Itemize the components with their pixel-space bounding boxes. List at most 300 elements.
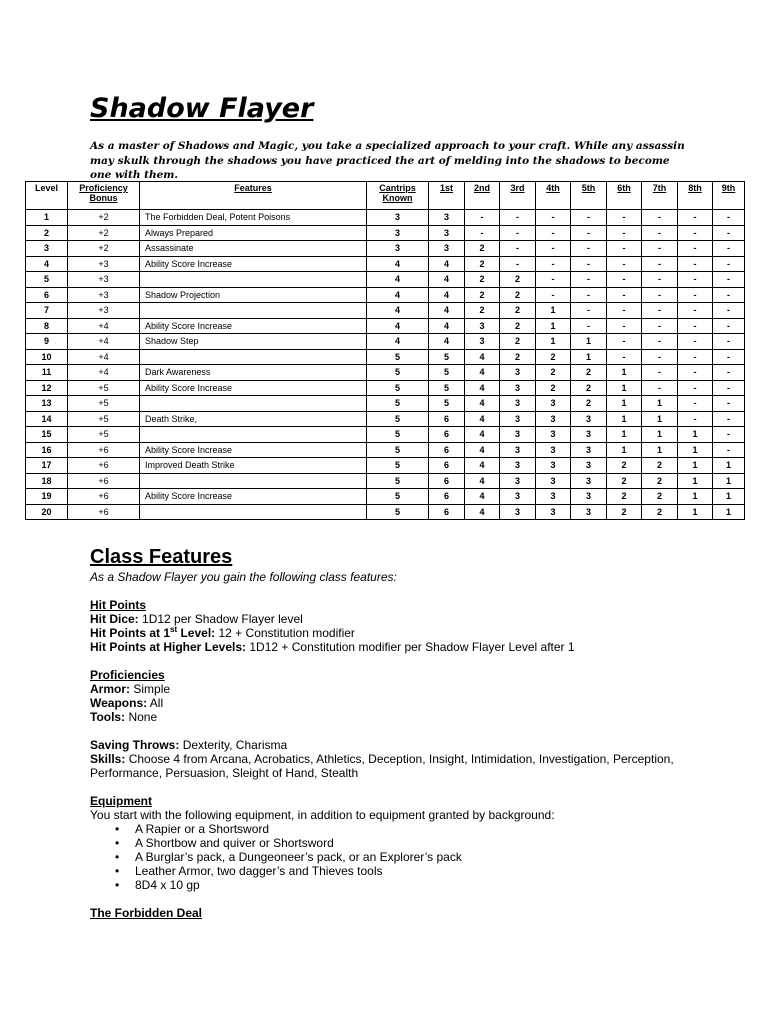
spell-slot-cell: 1: [642, 396, 678, 412]
proficiency-cell: +2: [68, 241, 140, 257]
equipment-heading: Equipment: [90, 794, 152, 808]
spell-slot-cell: 1: [678, 473, 713, 489]
spell-slot-cell: -: [713, 256, 745, 272]
spell-slot-cell: 3: [571, 411, 607, 427]
proficiency-cell: +4: [68, 334, 140, 350]
spell-slot-cell: 4: [465, 380, 500, 396]
cantrips-cell: 5: [367, 365, 429, 381]
header-slot-6th: 6th: [607, 182, 642, 210]
spell-slot-cell: 3: [571, 427, 607, 443]
spell-slot-cell: 1: [678, 458, 713, 474]
level-cell: 1: [26, 210, 68, 226]
spell-slot-cell: 1: [607, 380, 642, 396]
spell-slot-cell: 4: [465, 458, 500, 474]
spell-slot-cell: 2: [607, 458, 642, 474]
spell-slot-cell: 6: [429, 411, 465, 427]
spell-slot-cell: 3: [500, 411, 536, 427]
spell-slot-cell: 4: [429, 287, 465, 303]
spell-slot-cell: -: [465, 210, 500, 226]
spell-slot-cell: 4: [465, 473, 500, 489]
table-row: [26, 442, 745, 458]
header-slot-5th: 5th: [571, 182, 607, 210]
spell-slot-cell: -: [642, 241, 678, 257]
features-cell: Ability Score Increase: [140, 442, 367, 458]
cantrips-cell: 5: [367, 349, 429, 365]
spell-slot-cell: -: [713, 349, 745, 365]
spell-slot-cell: 2: [465, 303, 500, 319]
table-row: [26, 210, 745, 226]
spell-slot-cell: 4: [429, 303, 465, 319]
spell-slot-cell: 3: [429, 210, 465, 226]
header-slot-4th: 4th: [536, 182, 571, 210]
level-cell: 6: [26, 287, 68, 303]
spell-slot-cell: 3: [500, 473, 536, 489]
spell-slot-cell: 3: [500, 365, 536, 381]
spell-slot-cell: -: [713, 396, 745, 412]
tools-line: Tools: None: [90, 710, 158, 724]
spell-slot-cell: 6: [429, 489, 465, 505]
spell-slot-cell: -: [642, 256, 678, 272]
features-cell: Dark Awareness: [140, 365, 367, 381]
spell-slot-cell: 3: [500, 458, 536, 474]
spell-slot-cell: 1: [607, 427, 642, 443]
skills-line: Skills: Choose 4 from Arcana, Acrobatics, Athletics, Deception, Insight, Intimidation, Investigation, Perception, Performance, Persuasion, Sleight of Hand, Stealth: [90, 752, 674, 780]
features-cell: Shadow Step: [140, 334, 367, 350]
spell-slot-cell: -: [678, 318, 713, 334]
spell-slot-cell: 4: [429, 334, 465, 350]
spell-slot-cell: 2: [536, 365, 571, 381]
spell-slot-cell: 4: [429, 318, 465, 334]
spell-slot-cell: 3: [536, 458, 571, 474]
table-row: [26, 380, 745, 396]
spell-slot-cell: 5: [429, 349, 465, 365]
spell-slot-cell: 1: [607, 442, 642, 458]
spell-slot-cell: -: [607, 225, 642, 241]
spell-slot-cell: 1: [678, 442, 713, 458]
header-slot-2nd: 2nd: [465, 182, 500, 210]
spell-slot-cell: 1: [678, 427, 713, 443]
spell-slot-cell: -: [500, 241, 536, 257]
spell-slot-cell: 5: [429, 365, 465, 381]
proficiency-cell: +2: [68, 225, 140, 241]
spell-slot-cell: -: [607, 349, 642, 365]
spell-slot-cell: -: [713, 225, 745, 241]
proficiency-cell: +6: [68, 458, 140, 474]
spell-slot-cell: 1: [607, 411, 642, 427]
spell-slot-cell: 2: [500, 303, 536, 319]
spell-slot-cell: -: [642, 272, 678, 288]
spell-slot-cell: -: [536, 225, 571, 241]
level-cell: 14: [26, 411, 68, 427]
spell-slot-cell: 1: [642, 442, 678, 458]
class-features-heading: Class Features: [90, 546, 233, 568]
proficiency-cell: +4: [68, 365, 140, 381]
spell-slot-cell: -: [642, 365, 678, 381]
spell-slot-cell: 2: [465, 256, 500, 272]
level-cell: 3: [26, 241, 68, 257]
cantrips-cell: 5: [367, 411, 429, 427]
spell-slot-cell: -: [607, 272, 642, 288]
spell-slot-cell: 2: [536, 380, 571, 396]
class-progression-table: [25, 181, 745, 520]
table-row: [26, 318, 745, 334]
spell-slot-cell: -: [500, 256, 536, 272]
equipment-item: • A Shortbow and quiver or Shortsword: [135, 836, 690, 850]
spell-slot-cell: -: [678, 411, 713, 427]
level-cell: 5: [26, 272, 68, 288]
spell-slot-cell: 3: [571, 489, 607, 505]
spell-slot-cell: 2: [465, 241, 500, 257]
spell-slot-cell: -: [571, 287, 607, 303]
level-cell: 2: [26, 225, 68, 241]
cantrips-cell: 3: [367, 241, 429, 257]
page-title: Shadow Flayer: [90, 93, 314, 124]
spell-slot-cell: 1: [571, 334, 607, 350]
hit-dice-line: Hit Dice: 1D12 per Shadow Flayer level: [90, 612, 303, 626]
spell-slot-cell: 2: [500, 349, 536, 365]
spell-slot-cell: 3: [571, 458, 607, 474]
table-body: [26, 210, 745, 520]
header-features: Features: [140, 182, 367, 210]
features-cell: [140, 504, 367, 520]
proficiency-cell: +4: [68, 349, 140, 365]
spell-slot-cell: 3: [536, 473, 571, 489]
spell-slot-cell: -: [571, 210, 607, 226]
level-cell: 17: [26, 458, 68, 474]
spell-slot-cell: 1: [642, 427, 678, 443]
spell-slot-cell: -: [465, 225, 500, 241]
spell-slot-cell: 1: [713, 489, 745, 505]
proficiency-cell: +3: [68, 303, 140, 319]
spell-slot-cell: 4: [465, 489, 500, 505]
spell-slot-cell: 3: [500, 396, 536, 412]
spell-slot-cell: 2: [571, 365, 607, 381]
proficiency-cell: +5: [68, 427, 140, 443]
features-cell: Assassinate: [140, 241, 367, 257]
level-cell: 20: [26, 504, 68, 520]
spell-slot-cell: -: [571, 225, 607, 241]
spell-slot-cell: 2: [465, 287, 500, 303]
header-cantrips: Cantrips Known: [367, 182, 429, 210]
spell-slot-cell: -: [642, 210, 678, 226]
level-cell: 13: [26, 396, 68, 412]
spell-slot-cell: 4: [465, 411, 500, 427]
spell-slot-cell: -: [607, 287, 642, 303]
spell-slot-cell: 2: [571, 380, 607, 396]
spell-slot-cell: 2: [642, 458, 678, 474]
spell-slot-cell: -: [678, 396, 713, 412]
spell-slot-cell: 1: [642, 411, 678, 427]
header-slot-3rd: 3rd: [500, 182, 536, 210]
spell-slot-cell: 1: [713, 458, 745, 474]
spell-slot-cell: 4: [429, 256, 465, 272]
spell-slot-cell: -: [571, 241, 607, 257]
spell-slot-cell: 2: [500, 334, 536, 350]
level-cell: 11: [26, 365, 68, 381]
cantrips-cell: 5: [367, 442, 429, 458]
spell-slot-cell: -: [607, 256, 642, 272]
proficiency-cell: +3: [68, 256, 140, 272]
table-row: [26, 349, 745, 365]
spell-slot-cell: 3: [571, 473, 607, 489]
features-cell: Death Strike,: [140, 411, 367, 427]
class-features-subtitle: As a Shadow Flayer you gain the following class features:: [90, 570, 397, 584]
equipment-item: • Leather Armor, two dagger’s and Thieves tools: [135, 864, 690, 878]
spell-slot-cell: -: [536, 287, 571, 303]
spell-slot-cell: 2: [500, 287, 536, 303]
level-cell: 16: [26, 442, 68, 458]
features-cell: [140, 303, 367, 319]
cantrips-cell: 4: [367, 303, 429, 319]
header-slot-1st: 1st: [429, 182, 465, 210]
spell-slot-cell: 3: [536, 427, 571, 443]
cantrips-cell: 4: [367, 334, 429, 350]
spell-slot-cell: 2: [500, 318, 536, 334]
saving-throws-line: Saving Throws: Dexterity, Charisma: [90, 738, 288, 752]
spell-slot-cell: 3: [429, 225, 465, 241]
spell-slot-cell: -: [642, 303, 678, 319]
header-proficiency: Proficiency Bonus: [68, 182, 140, 210]
spell-slot-cell: -: [607, 334, 642, 350]
spell-slot-cell: -: [713, 241, 745, 257]
level-cell: 12: [26, 380, 68, 396]
proficiency-cell: +6: [68, 489, 140, 505]
spell-slot-cell: -: [642, 225, 678, 241]
spell-slot-cell: -: [713, 287, 745, 303]
table-row: [26, 411, 745, 427]
header-slot-9th: 9th: [713, 182, 745, 210]
spell-slot-cell: 1: [713, 504, 745, 520]
spell-slot-cell: 3: [500, 504, 536, 520]
spell-slot-cell: -: [713, 318, 745, 334]
header-slot-8th: 8th: [678, 182, 713, 210]
spell-slot-cell: 4: [465, 349, 500, 365]
features-cell: [140, 396, 367, 412]
features-cell: Always Prepared: [140, 225, 367, 241]
features-cell: Shadow Projection: [140, 287, 367, 303]
spell-slot-cell: 1: [536, 334, 571, 350]
spell-slot-cell: 2: [571, 396, 607, 412]
spell-slot-cell: -: [678, 210, 713, 226]
spell-slot-cell: 6: [429, 458, 465, 474]
spell-slot-cell: -: [713, 411, 745, 427]
table-row: [26, 287, 745, 303]
cantrips-cell: 4: [367, 287, 429, 303]
spell-slot-cell: -: [642, 349, 678, 365]
spell-slot-cell: -: [678, 241, 713, 257]
spell-slot-cell: 3: [500, 489, 536, 505]
spell-slot-cell: 4: [465, 504, 500, 520]
spell-slot-cell: -: [678, 365, 713, 381]
weapons-line: Weapons: All: [90, 696, 164, 710]
spell-slot-cell: 1: [536, 303, 571, 319]
spell-slot-cell: -: [607, 241, 642, 257]
intro-paragraph: As a master of Shadows and Magic, you take a specialized approach to your craft. While any assassin may skulk through the shadows you have practiced the art of melding into the shadows to become one with them.: [90, 140, 685, 181]
spell-slot-cell: -: [571, 272, 607, 288]
spell-slot-cell: 3: [465, 334, 500, 350]
spell-slot-cell: -: [713, 210, 745, 226]
table-row: [26, 256, 745, 272]
spell-slot-cell: 3: [571, 442, 607, 458]
header-slot-7th: 7th: [642, 182, 678, 210]
spell-slot-cell: -: [500, 210, 536, 226]
header-level: Level: [26, 182, 68, 210]
features-cell: Ability Score Increase: [140, 318, 367, 334]
spell-slot-cell: -: [607, 210, 642, 226]
spell-slot-cell: -: [571, 303, 607, 319]
spell-slot-cell: 3: [536, 442, 571, 458]
equipment-item: • A Burglar’s pack, a Dungeoneer’s pack, or an Explorer’s pack: [135, 850, 690, 864]
spell-slot-cell: -: [678, 225, 713, 241]
features-cell: [140, 473, 367, 489]
spell-slot-cell: 2: [536, 349, 571, 365]
proficiency-cell: +6: [68, 504, 140, 520]
class-features-section: [90, 544, 690, 920]
hit-points-first-level-line: Hit Points at 1st Level: 12 + Constitution modifier: [90, 625, 355, 640]
proficiency-cell: +4: [68, 318, 140, 334]
spell-slot-cell: 2: [500, 272, 536, 288]
cantrips-cell: 4: [367, 318, 429, 334]
spell-slot-cell: -: [678, 380, 713, 396]
spell-slot-cell: -: [713, 334, 745, 350]
spell-slot-cell: -: [536, 256, 571, 272]
spell-slot-cell: 2: [607, 504, 642, 520]
spell-slot-cell: 2: [642, 504, 678, 520]
hit-points-higher-levels-line: Hit Points at Higher Levels: 1D12 + Constitution modifier per Shadow Flayer Level after 1: [90, 640, 575, 654]
table-row: [26, 241, 745, 257]
spell-slot-cell: 5: [429, 380, 465, 396]
spell-slot-cell: -: [571, 256, 607, 272]
table-row: [26, 427, 745, 443]
spell-slot-cell: -: [678, 272, 713, 288]
spell-slot-cell: 3: [500, 442, 536, 458]
spell-slot-cell: -: [678, 256, 713, 272]
spell-slot-cell: 1: [607, 396, 642, 412]
table-row: [26, 303, 745, 319]
level-cell: 15: [26, 427, 68, 443]
proficiency-cell: +5: [68, 396, 140, 412]
features-cell: [140, 427, 367, 443]
spell-slot-cell: -: [571, 318, 607, 334]
cantrips-cell: 5: [367, 380, 429, 396]
cantrips-cell: 5: [367, 489, 429, 505]
spell-slot-cell: 3: [571, 504, 607, 520]
spell-slot-cell: -: [642, 318, 678, 334]
spell-slot-cell: 3: [465, 318, 500, 334]
features-cell: Ability Score Increase: [140, 380, 367, 396]
cantrips-cell: 5: [367, 396, 429, 412]
spell-slot-cell: 6: [429, 442, 465, 458]
spell-slot-cell: -: [642, 287, 678, 303]
features-cell: [140, 349, 367, 365]
spell-slot-cell: 5: [429, 396, 465, 412]
table-row: [26, 504, 745, 520]
cantrips-cell: 4: [367, 256, 429, 272]
features-cell: Ability Score Increase: [140, 489, 367, 505]
spell-slot-cell: -: [642, 380, 678, 396]
level-cell: 7: [26, 303, 68, 319]
table-header-row: [26, 182, 745, 210]
spell-slot-cell: 1: [607, 365, 642, 381]
hit-points-heading: Hit Points: [90, 598, 146, 612]
spell-slot-cell: 6: [429, 473, 465, 489]
spell-slot-cell: -: [713, 427, 745, 443]
table-row: [26, 365, 745, 381]
spell-slot-cell: -: [678, 303, 713, 319]
table-row: [26, 396, 745, 412]
forbidden-deal-heading: The Forbidden Deal: [90, 906, 203, 920]
table-row: [26, 334, 745, 350]
spell-slot-cell: 4: [465, 442, 500, 458]
spell-slot-cell: -: [713, 380, 745, 396]
cantrips-cell: 4: [367, 272, 429, 288]
spell-slot-cell: 3: [536, 411, 571, 427]
spell-slot-cell: 4: [429, 272, 465, 288]
spell-slot-cell: 1: [571, 349, 607, 365]
proficiency-cell: +5: [68, 380, 140, 396]
spell-slot-cell: -: [713, 272, 745, 288]
spell-slot-cell: 3: [536, 396, 571, 412]
proficiencies-heading: Proficiencies: [90, 668, 165, 682]
features-cell: Ability Score Increase: [140, 256, 367, 272]
level-cell: 10: [26, 349, 68, 365]
cantrips-cell: 5: [367, 473, 429, 489]
spell-slot-cell: -: [536, 272, 571, 288]
spell-slot-cell: 2: [642, 473, 678, 489]
spell-slot-cell: 3: [500, 427, 536, 443]
spell-slot-cell: 2: [642, 489, 678, 505]
table-row: [26, 272, 745, 288]
spell-slot-cell: -: [678, 334, 713, 350]
spell-slot-cell: 2: [465, 272, 500, 288]
spell-slot-cell: 4: [465, 365, 500, 381]
cantrips-cell: 3: [367, 225, 429, 241]
spell-slot-cell: -: [536, 241, 571, 257]
cantrips-cell: 3: [367, 210, 429, 226]
spell-slot-cell: 1: [713, 473, 745, 489]
cantrips-cell: 5: [367, 427, 429, 443]
spell-slot-cell: -: [607, 303, 642, 319]
level-cell: 19: [26, 489, 68, 505]
spell-slot-cell: 2: [607, 489, 642, 505]
proficiency-cell: +6: [68, 442, 140, 458]
spell-slot-cell: -: [678, 349, 713, 365]
features-cell: The Forbidden Deal, Potent Poisons: [140, 210, 367, 226]
proficiency-cell: +6: [68, 473, 140, 489]
features-cell: Improved Death Strike: [140, 458, 367, 474]
spell-slot-cell: -: [500, 225, 536, 241]
proficiency-cell: +3: [68, 287, 140, 303]
proficiency-cell: +5: [68, 411, 140, 427]
table-row: [26, 225, 745, 241]
spell-slot-cell: 1: [678, 504, 713, 520]
proficiency-cell: +3: [68, 272, 140, 288]
spell-slot-cell: 4: [465, 396, 500, 412]
cantrips-cell: 5: [367, 458, 429, 474]
spell-slot-cell: -: [713, 365, 745, 381]
features-cell: [140, 272, 367, 288]
armor-line: Armor: Simple: [90, 682, 171, 696]
level-cell: 9: [26, 334, 68, 350]
spell-slot-cell: 1: [536, 318, 571, 334]
equipment-intro: You start with the following equipment, in addition to equipment granted by background:: [90, 808, 555, 822]
equipment-item: • A Rapier or a Shortsword: [135, 822, 690, 836]
spell-slot-cell: -: [678, 287, 713, 303]
equipment-item: • 8D4 x 10 gp: [135, 878, 690, 892]
spell-slot-cell: 3: [500, 380, 536, 396]
proficiency-cell: +2: [68, 210, 140, 226]
spell-slot-cell: -: [713, 442, 745, 458]
